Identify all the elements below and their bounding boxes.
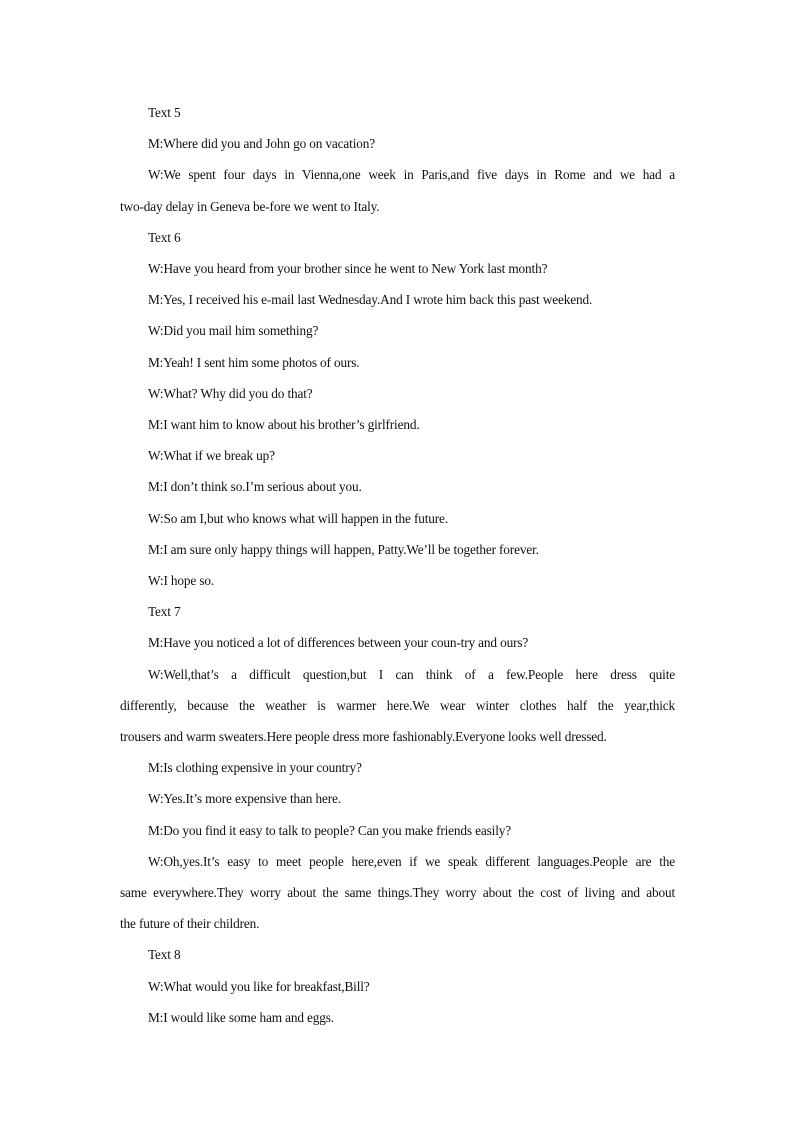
dialogue-line: M:I want him to know about his brother’s girlfriend. — [148, 417, 420, 432]
dialogue-line: W:Have you heard from your brother since he went to New York last month? — [148, 261, 548, 276]
section-heading: Text 8 — [148, 947, 181, 963]
section-heading: Text 5 — [148, 105, 181, 120]
dialogue-line: M:Yeah! I sent him some photos of ours. — [148, 354, 360, 370]
dialogue-line: trousers and warm sweaters.Here people dress more fashionably.Everyone looks well dressed. — [120, 729, 607, 744]
dialogue-line: differently, because the weather is warmer here.We wear winter clothes half the year,thick — [120, 697, 675, 713]
dialogue-line: M:I don’t think so.I’m serious about you. — [148, 479, 362, 495]
dialogue-line: W:Yes.It’s more expensive than here. — [148, 791, 341, 807]
dialogue-line: M:Is clothing expensive in your country? — [148, 760, 362, 776]
dialogue-line: W:We spent four days in Vienna,one week in Paris,and five days in Rome and we had a — [148, 167, 675, 183]
dialogue-line: W:So am I,but who knows what will happen in the future. — [148, 510, 448, 526]
section-heading: Text 7 — [148, 604, 181, 620]
dialogue-line: M:Do you find it easy to talk to people? Can you make friends easily? — [148, 822, 511, 838]
dialogue-line: M:Have you noticed a lot of differences between your coun-try and ours? — [148, 635, 529, 651]
dialogue-line: W:What would you like for breakfast,Bill? — [148, 978, 370, 994]
dialogue-line: W:What? Why did you do that? — [148, 385, 313, 401]
section-heading: Text 6 — [148, 229, 181, 245]
dialogue-line: same everywhere.They worry about the same things.They worry about the cost of living and about — [120, 885, 675, 900]
dialogue-line: W:What if we break up? — [148, 448, 275, 464]
dialogue-line: W:Well,that’s a difficult question,but I can think of a few.People here dress quite — [148, 666, 675, 682]
dialogue-line: M:Where did you and John go on vacation? — [148, 136, 376, 152]
dialogue-line: two-day delay in Geneva be-fore we went to Italy. — [120, 198, 380, 214]
dialogue-line: M:Yes, I received his e-mail last Wednesday.And I wrote him back this past weekend. — [148, 292, 593, 308]
dialogue-line: M:I am sure only happy things will happen, Patty.We’ll be together forever. — [148, 541, 539, 557]
dialogue-line: the future of their children. — [120, 916, 260, 932]
dialogue-line: M:I would like some ham and eggs. — [148, 1009, 334, 1025]
dialogue-line: W:Did you mail him something? — [148, 323, 319, 339]
dialogue-line: W:Oh,yes.It’s easy to meet people here,even if we speak different languages.People are the — [148, 853, 675, 869]
dialogue-line: W:I hope so. — [148, 573, 215, 588]
